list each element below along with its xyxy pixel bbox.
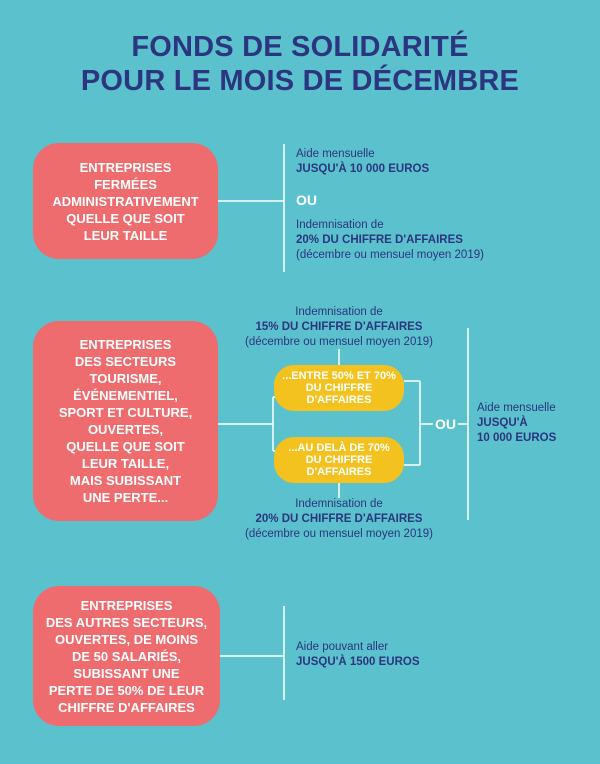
s2-box-line: TOURISME, xyxy=(89,371,162,386)
s1-indemnification xyxy=(296,218,484,263)
s3-aid-label: Aide pouvant aller xyxy=(296,641,389,653)
other-sectors-box xyxy=(33,586,220,726)
s3-box-line: SUBISSANT UNE xyxy=(73,665,180,681)
s3-aid xyxy=(296,640,420,670)
s2-monthly-aid xyxy=(477,401,556,446)
s2-bottom-note: (décembre ou mensuel moyen 2019) xyxy=(245,528,433,540)
title-line-2: POUR LE MOIS DE DÉCEMBRE xyxy=(80,65,520,97)
s2-box-line: UNE PERTE... xyxy=(82,490,169,505)
s2-top-amount: 15% DU CHIFFRE D'AFFAIRES xyxy=(255,321,423,333)
s1-or-label: OU xyxy=(296,192,317,208)
s1-indemn-note: (décembre ou mensuel moyen 2019) xyxy=(296,249,484,261)
pill1-line: ...ENTRE 50% ET 70% xyxy=(282,370,396,382)
s1-box-line: ADMINISTRATIVEMENT xyxy=(52,193,199,209)
s1-box-line: LEUR TAILLE xyxy=(83,227,168,243)
s2-box-line: SPORT ET CULTURE, xyxy=(58,405,193,420)
s2-top-indemnification xyxy=(229,305,449,350)
pill2-line: ...AU DELÀ DE 70% xyxy=(288,442,390,454)
s1-aid-amount: JUSQU'À 10 000 EUROS xyxy=(296,163,430,175)
s2-box-line: DES SECTEURS xyxy=(74,354,177,369)
s1-box-line: QUELLE QUE SOIT xyxy=(66,210,185,226)
s2-or-label: OU xyxy=(435,416,456,432)
s3-box-line: DES AUTRES SECTEURS, xyxy=(45,614,208,630)
pill1-line: D'AFFAIRES xyxy=(306,394,372,406)
pill2-line: DU CHIFFRE xyxy=(305,454,373,466)
s3-box-line: DE 50 SALARIÉS, xyxy=(71,648,182,664)
loss-over-70-pill xyxy=(274,437,404,483)
loss-50-70-pill xyxy=(274,365,404,411)
closed-businesses-box xyxy=(33,143,218,259)
s1-box-line: FERMÉES xyxy=(94,176,157,192)
s3-box-line: PERTE DE 50% DE LEUR xyxy=(48,682,205,698)
s2-bottom-indemnification xyxy=(229,497,449,542)
tourism-sectors-box xyxy=(33,321,218,521)
s2-box-line: ÉVÉNEMENTIEL, xyxy=(73,388,178,403)
s3-box-line: OUVERTES, DE MOINS xyxy=(54,631,199,647)
s3-box-line: CHIFFRE D'AFFAIRES xyxy=(58,699,195,715)
s2-aid-amount-1: JUSQU'À xyxy=(477,417,528,429)
s2-bottom-label: Indemnisation de xyxy=(295,498,383,510)
s2-box-line: ENTREPRISES xyxy=(79,337,172,352)
s1-aid-label: Aide mensuelle xyxy=(296,148,375,160)
pill2-line: D'AFFAIRES xyxy=(306,466,372,478)
s2-top-label: Indemnisation de xyxy=(295,306,383,318)
pill1-line: DU CHIFFRE xyxy=(305,382,373,394)
s2-box-line: MAIS SUBISSANT xyxy=(69,473,182,488)
s2-aid-label: Aide mensuelle xyxy=(477,402,556,414)
s2-box-line: LEUR TAILLE, xyxy=(81,456,170,471)
s3-aid-amount: JUSQU'À 1500 EUROS xyxy=(296,656,420,668)
title-line-1: FONDS DE SOLIDARITÉ xyxy=(131,31,469,63)
s1-box-line: ENTREPRISES xyxy=(79,159,172,175)
s1-indemn-label: Indemnisation de xyxy=(296,219,384,231)
s3-box-line: ENTREPRISES xyxy=(80,597,173,613)
s1-indemn-amount: 20% DU CHIFFRE D'AFFAIRES xyxy=(296,234,463,246)
s2-aid-amount-2: 10 000 EUROS xyxy=(477,432,557,444)
s1-monthly-aid xyxy=(296,147,429,177)
s2-box-line: QUELLE QUE SOIT xyxy=(66,439,185,454)
s2-bottom-amount: 20% DU CHIFFRE D'AFFAIRES xyxy=(255,513,423,525)
s2-box-line: OUVERTES, xyxy=(87,422,164,437)
s2-top-note: (décembre ou mensuel moyen 2019) xyxy=(245,336,433,348)
